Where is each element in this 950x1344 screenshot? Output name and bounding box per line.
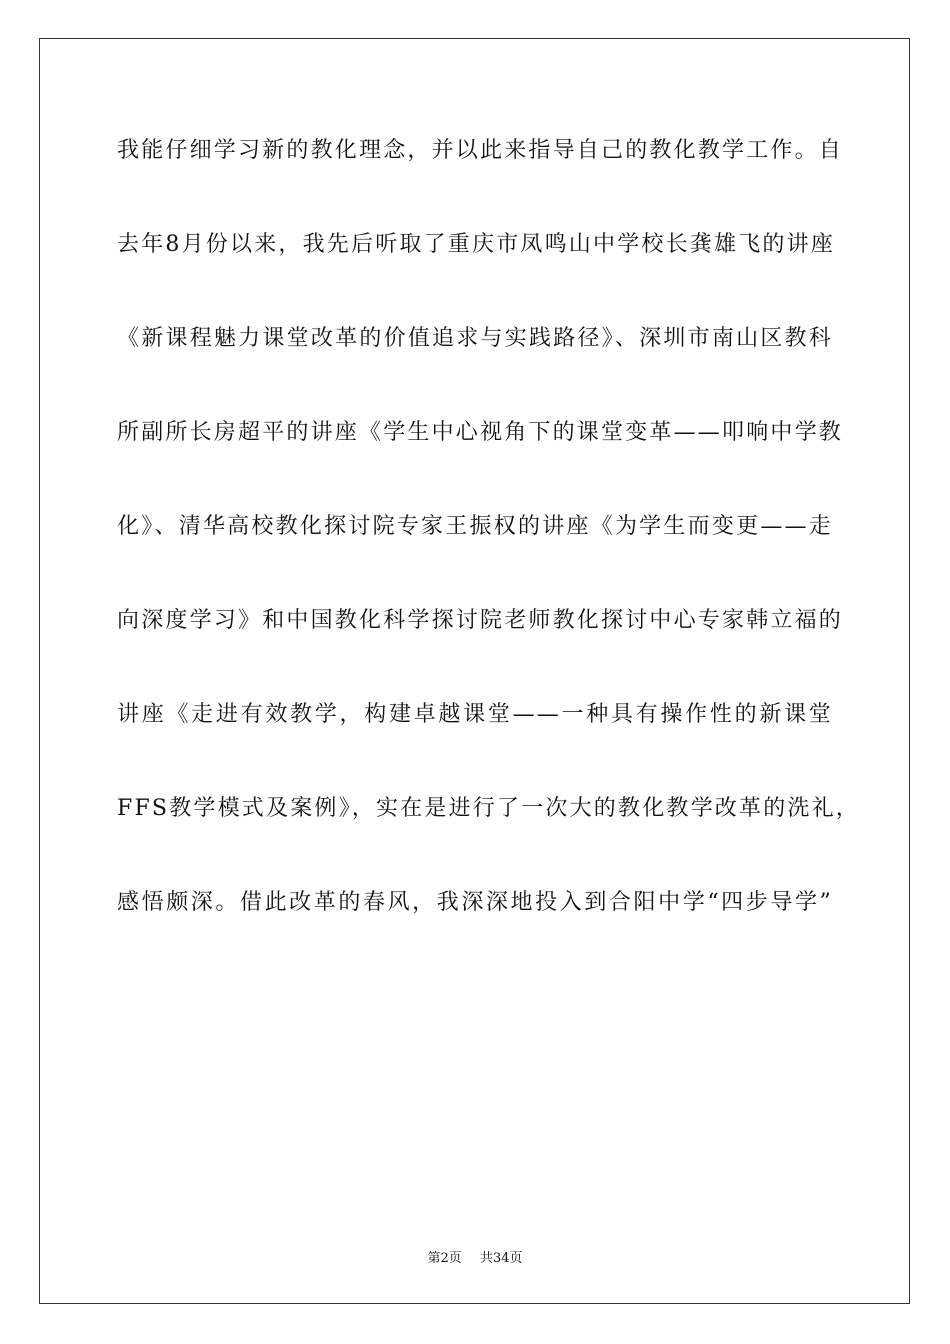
paragraph-line: 我能仔细学习新的教化理念，并以此来指导自己的教化教学工作。自 (117, 138, 844, 163)
paragraph-line: 感悟颇深。借此改革的春风，我深深地投入到合阳中学“四步导学” (117, 890, 833, 915)
paragraph-line: 化》、清华高校教化探讨院专家王振权的讲座《为学生而变更——走 (117, 514, 833, 539)
page-footer (0, 1247, 950, 1266)
page-number: 第2页 (427, 1251, 462, 1266)
document-body (117, 128, 861, 974)
paragraph-line: 讲座《走进有效教学，构建卓越课堂——一种具有操作性的新课堂 (117, 702, 833, 727)
paragraph-line: 所副所长房超平的讲座《学生中心视角下的课堂变革——叩响中学教 (117, 420, 844, 445)
page-total: 共34页 (479, 1251, 523, 1266)
paragraph-line: 向深度学习》和中国教化科学探讨院老师教化探讨中心专家韩立福的 (117, 608, 844, 633)
paragraph-line: 《新课程魅力课堂改革的价值追求与实践路径》、深圳市南山区教科 (117, 326, 833, 351)
paragraph-line: FFS教学模式及案例》，实在是进行了一次大的教化教学改革的洗礼， (117, 796, 861, 821)
paragraph-line: 去年8月份以来，我先后听取了重庆市凤鸣山中学校长龚雄飞的讲座 (117, 232, 835, 257)
